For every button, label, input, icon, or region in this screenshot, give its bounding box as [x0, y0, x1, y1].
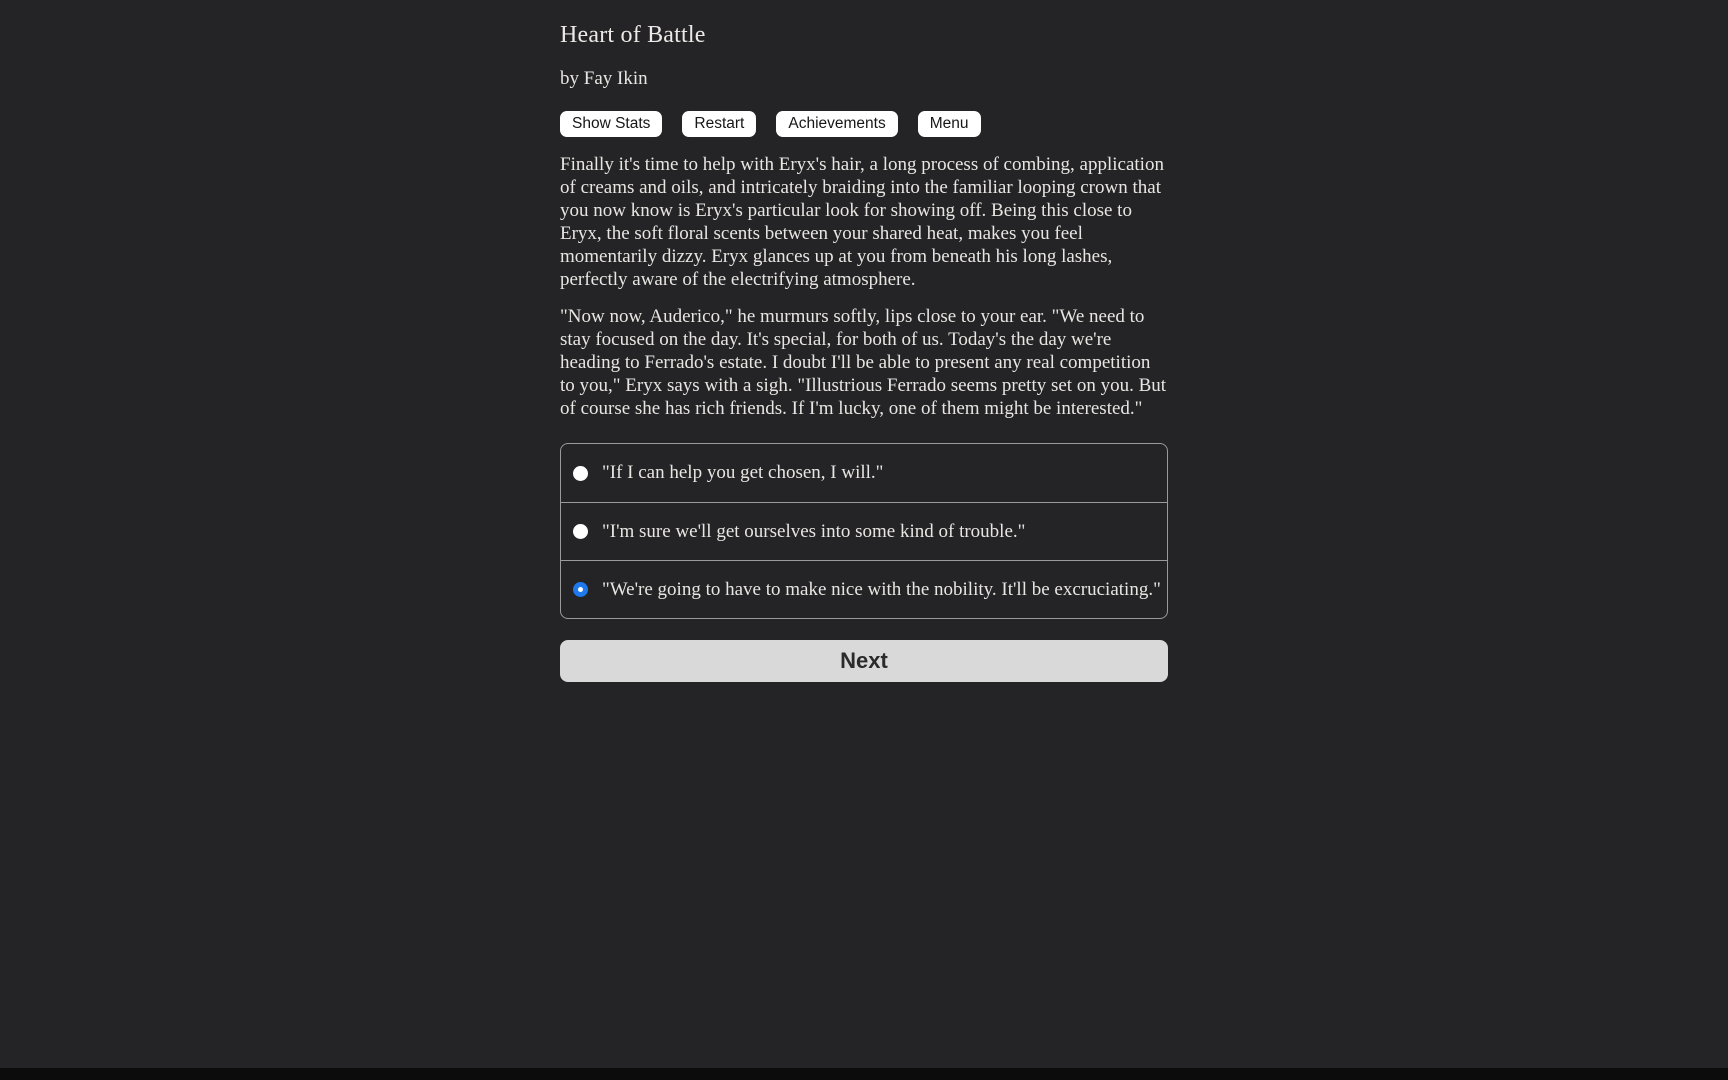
choice-radio-2[interactable] — [573, 582, 588, 597]
next-button[interactable]: Next — [560, 640, 1168, 682]
choice-radio-1[interactable] — [573, 524, 588, 539]
show-stats-button[interactable]: Show Stats — [560, 111, 662, 137]
choice-option-1[interactable] — [561, 502, 1167, 560]
restart-button[interactable]: Restart — [682, 111, 756, 137]
choice-radio-0[interactable] — [573, 466, 588, 481]
page-title: Heart of Battle — [560, 22, 706, 48]
story-text — [560, 153, 1168, 420]
game-content — [560, 0, 1168, 682]
choice-label: "If I can help you get chosen, I will." — [602, 462, 884, 483]
story-paragraph: Finally it's time to help with Eryx's hair, a long process of combing, application of creams and oils, and intricately braiding into the familiar looping crown that you now know is Eryx's particular look for showing off. Being this close to Eryx, the soft floral scents between your shared heat, makes you feel momentarily dizzy. Eryx glances up at you from beneath his long lashes, perfectly aware of the electrifying atmosphere. — [560, 154, 1164, 290]
choice-label: "I'm sure we'll get ourselves into some kind of trouble." — [602, 520, 1026, 542]
story-paragraph: "Now now, Auderico," he murmurs softly, lips close to your ear. "We need to stay focused on the day. It's special, for both of us. Today's the day we're heading to Ferrado's estate. I doubt I'll be able to present any real competition to you," Eryx says with a sigh. "Illustrious Ferrado seems pretty set on you. But of course she has rich friends. If I'm lucky, one of them might be interested." — [560, 306, 1167, 419]
choice-label: "We're going to have to make nice with the nobility. It'll be excruciating." — [602, 578, 1161, 600]
toolbar — [560, 111, 1168, 137]
choice-group — [560, 443, 1168, 619]
bottom-bar — [0, 1068, 1728, 1080]
achievements-button[interactable]: Achievements — [776, 111, 897, 137]
author-byline: by Fay Ikin — [560, 68, 648, 89]
choice-option-0[interactable] — [561, 444, 1167, 502]
menu-button[interactable]: Menu — [918, 111, 981, 137]
choice-option-2[interactable] — [561, 560, 1167, 618]
